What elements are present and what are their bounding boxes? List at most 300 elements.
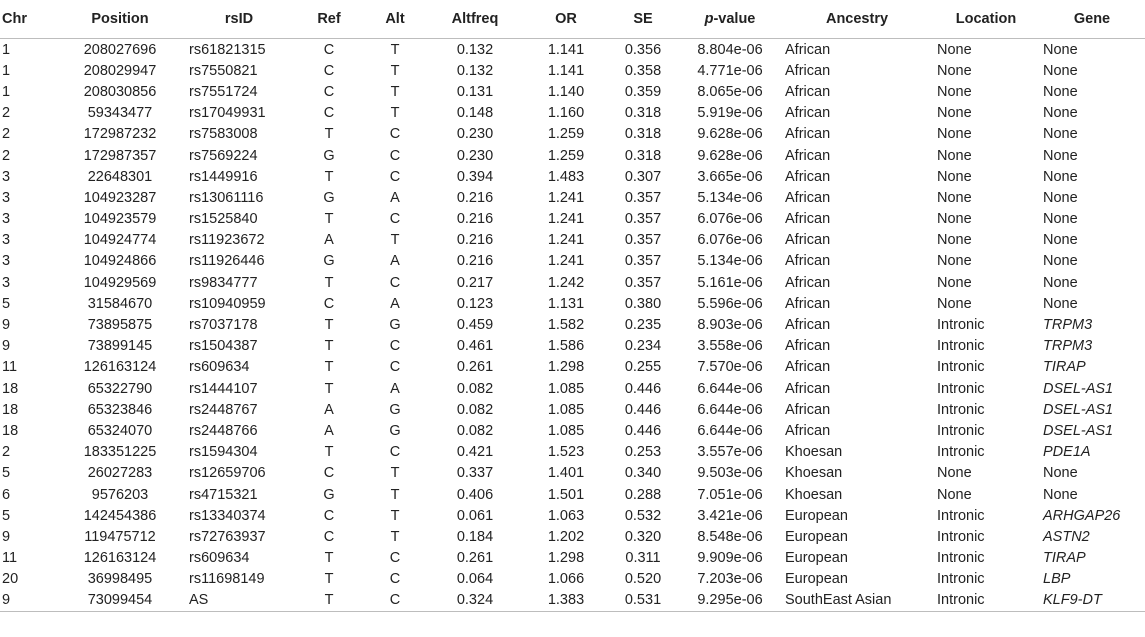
header-position: Position bbox=[55, 0, 185, 39]
table-row bbox=[0, 505, 1145, 526]
cell-se: 0.234 bbox=[624, 338, 662, 355]
cell-alt: C bbox=[389, 571, 401, 588]
cell-chr: 11 bbox=[2, 359, 18, 376]
cell-gene: TRPM3 bbox=[1043, 317, 1093, 334]
cell-se: 0.340 bbox=[624, 465, 662, 482]
cell-gene: None bbox=[1043, 105, 1078, 122]
cell-altfreq: 0.421 bbox=[456, 444, 494, 461]
cell-gene: DSEL-AS1 bbox=[1043, 422, 1114, 439]
cell-ancestry: Khoesan bbox=[785, 465, 843, 482]
cell-ref: T bbox=[324, 168, 334, 185]
cell-pvalue: 9.909e-06 bbox=[697, 550, 763, 567]
cell-pvalue: 3.665e-06 bbox=[697, 168, 763, 185]
cell-pvalue: 9.628e-06 bbox=[697, 126, 763, 143]
table-row bbox=[0, 293, 1145, 314]
cell-alt: T bbox=[390, 507, 400, 524]
cell-alt: C bbox=[389, 550, 401, 567]
cell-se: 0.446 bbox=[624, 401, 662, 418]
cell-ancestry: African bbox=[785, 380, 831, 397]
cell-or: 1.085 bbox=[547, 401, 585, 418]
cell-alt: T bbox=[390, 465, 400, 482]
cell-position: 104923579 bbox=[83, 211, 157, 228]
cell-position: 73899145 bbox=[87, 338, 153, 355]
cell-position: 183351225 bbox=[83, 444, 157, 461]
table-row bbox=[0, 590, 1145, 612]
header-se: SE bbox=[607, 0, 679, 39]
cell-pvalue: 6.644e-06 bbox=[697, 422, 763, 439]
cell-position: 65322790 bbox=[87, 380, 153, 397]
cell-rsid: rs2448766 bbox=[189, 422, 258, 439]
cell-pvalue: 5.134e-06 bbox=[697, 189, 763, 206]
cell-ref: G bbox=[323, 486, 335, 503]
cell-se: 0.318 bbox=[624, 147, 662, 164]
table-row bbox=[0, 39, 1145, 61]
cell-rsid: rs7551724 bbox=[189, 83, 258, 100]
cell-chr: 11 bbox=[2, 550, 18, 567]
cell-rsid: rs11926446 bbox=[189, 253, 265, 270]
cell-position: 104924866 bbox=[83, 253, 157, 270]
cell-position: 9576203 bbox=[91, 486, 149, 503]
cell-chr: 2 bbox=[2, 126, 11, 143]
cell-ref: G bbox=[323, 253, 335, 270]
cell-or: 1.160 bbox=[547, 105, 585, 122]
cell-gene: TIRAP bbox=[1043, 359, 1086, 376]
cell-alt: G bbox=[389, 401, 401, 418]
cell-chr: 1 bbox=[2, 41, 11, 58]
table-row bbox=[0, 463, 1145, 484]
cell-altfreq: 0.216 bbox=[456, 253, 494, 270]
cell-rsid: rs17049931 bbox=[189, 105, 266, 122]
cell-pvalue: 5.919e-06 bbox=[697, 105, 763, 122]
cell-alt: C bbox=[389, 147, 401, 164]
cell-rsid: rs609634 bbox=[189, 359, 250, 376]
cell-gene: None bbox=[1043, 189, 1078, 206]
cell-position: 36998495 bbox=[87, 571, 153, 588]
cell-location: Intronic bbox=[937, 571, 985, 588]
cell-pvalue: 8.548e-06 bbox=[697, 528, 763, 545]
cell-altfreq: 0.082 bbox=[456, 401, 494, 418]
cell-position: 104924774 bbox=[83, 232, 157, 249]
cell-pvalue: 4.771e-06 bbox=[697, 62, 763, 79]
cell-ancestry: African bbox=[785, 211, 831, 228]
cell-location: None bbox=[937, 126, 972, 143]
cell-chr: 9 bbox=[0, 590, 55, 612]
cell-pvalue: 5.161e-06 bbox=[697, 274, 763, 291]
cell-se: 0.359 bbox=[624, 83, 662, 100]
cell-location: Intronic bbox=[937, 359, 985, 376]
cell-altfreq: 0.148 bbox=[456, 105, 494, 122]
cell-rsid: rs2448767 bbox=[189, 401, 258, 418]
cell-ancestry: European bbox=[785, 550, 848, 567]
cell-alt: C bbox=[389, 211, 401, 228]
table-row bbox=[0, 526, 1145, 547]
cell-or: 1.259 bbox=[547, 147, 585, 164]
header-pvalue-suffix: -value bbox=[713, 11, 756, 27]
cell-or: 1.298 bbox=[547, 550, 585, 567]
cell-or: 1.298 bbox=[547, 359, 585, 376]
cell-location: None bbox=[937, 147, 972, 164]
cell-pvalue: 6.076e-06 bbox=[697, 211, 763, 228]
header-location: Location bbox=[933, 0, 1039, 39]
header-ref: Ref bbox=[293, 0, 365, 39]
cell-rsid: rs11923672 bbox=[189, 232, 265, 249]
cell-alt: A bbox=[390, 189, 400, 206]
cell-se: 0.288 bbox=[624, 486, 662, 503]
cell-position: 172987232 bbox=[83, 126, 157, 143]
table-row bbox=[0, 209, 1145, 230]
cell-chr: 18 bbox=[2, 401, 19, 418]
cell-rsid: rs1504387 bbox=[189, 338, 258, 355]
cell-ref: T bbox=[324, 444, 334, 461]
cell-chr: 5 bbox=[2, 465, 11, 482]
cell-alt: C bbox=[389, 359, 401, 376]
cell-rsid: rs1444107 bbox=[189, 380, 258, 397]
cell-location: None bbox=[937, 62, 972, 79]
cell-ref: C bbox=[323, 41, 335, 58]
cell-ancestry: European bbox=[785, 507, 848, 524]
cell-rsid: rs7583008 bbox=[189, 126, 258, 143]
cell-se: 0.357 bbox=[624, 232, 662, 249]
cell-position: 208029947 bbox=[83, 62, 157, 79]
cell-position: 119475712 bbox=[84, 528, 156, 545]
cell-alt: C bbox=[365, 590, 425, 612]
cell-gene: None bbox=[1043, 147, 1078, 164]
table-row bbox=[0, 569, 1145, 590]
cell-position: 65324070 bbox=[87, 422, 153, 439]
cell-gene: None bbox=[1043, 486, 1078, 503]
cell-se: 0.357 bbox=[624, 253, 662, 270]
cell-chr: 3 bbox=[2, 274, 11, 291]
cell-alt: T bbox=[390, 486, 400, 503]
cell-rsid: rs7037178 bbox=[189, 317, 258, 334]
cell-ancestry: European bbox=[785, 528, 848, 545]
cell-ancestry: African bbox=[785, 147, 831, 164]
cell-location: None bbox=[937, 168, 972, 185]
cell-position: 65323846 bbox=[87, 401, 153, 418]
cell-ref: T bbox=[324, 571, 334, 588]
cell-gene: DSEL-AS1 bbox=[1043, 401, 1114, 418]
table-row bbox=[0, 166, 1145, 187]
cell-or: 1.483 bbox=[547, 168, 585, 185]
cell-gene: None bbox=[1043, 253, 1078, 270]
cell-or: 1.066 bbox=[547, 571, 585, 588]
table-row bbox=[0, 187, 1145, 208]
cell-pvalue: 9.628e-06 bbox=[697, 147, 763, 164]
cell-rsid: rs10940959 bbox=[189, 295, 266, 312]
cell-altfreq: 0.216 bbox=[456, 189, 494, 206]
table-row bbox=[0, 251, 1145, 272]
cell-location: None bbox=[937, 232, 972, 249]
cell-ref: T bbox=[324, 380, 334, 397]
cell-location: None bbox=[937, 486, 972, 503]
table-body bbox=[0, 39, 1145, 612]
cell-or: 1.241 bbox=[547, 189, 585, 206]
cell-alt: T bbox=[390, 528, 400, 545]
table-row bbox=[0, 81, 1145, 102]
cell-position: 22648301 bbox=[87, 168, 153, 185]
cell-chr: 1 bbox=[2, 62, 11, 79]
cell-gene: TRPM3 bbox=[1043, 338, 1093, 355]
cell-ref: G bbox=[323, 189, 335, 206]
cell-se: 0.357 bbox=[624, 189, 662, 206]
cell-altfreq: 0.082 bbox=[456, 380, 494, 397]
cell-rsid: rs13340374 bbox=[189, 507, 266, 524]
cell-alt: T bbox=[390, 62, 400, 79]
cell-se: 0.357 bbox=[624, 211, 662, 228]
cell-chr: 9 bbox=[2, 528, 11, 545]
cell-rsid: rs9834777 bbox=[189, 274, 258, 291]
cell-or: 1.202 bbox=[547, 528, 585, 545]
cell-location: Intronic bbox=[937, 444, 985, 461]
cell-chr: 3 bbox=[2, 168, 11, 185]
cell-position: 126163124 bbox=[83, 550, 157, 567]
cell-alt: T bbox=[390, 105, 400, 122]
cell-location: Intronic bbox=[937, 380, 985, 397]
cell-ref: A bbox=[324, 401, 334, 418]
cell-location: Intronic bbox=[933, 590, 1039, 612]
cell-ancestry: African bbox=[785, 126, 831, 143]
table-row bbox=[0, 230, 1145, 251]
cell-ref: G bbox=[323, 147, 335, 164]
cell-or: 1.141 bbox=[547, 41, 585, 58]
cell-gene: None bbox=[1043, 295, 1078, 312]
cell-ancestry: African bbox=[785, 274, 831, 291]
cell-se: 0.307 bbox=[624, 168, 662, 185]
cell-position: 26027283 bbox=[87, 465, 153, 482]
cell-alt: A bbox=[390, 253, 400, 270]
cell-location: Intronic bbox=[937, 317, 985, 334]
cell-or: 1.241 bbox=[547, 253, 585, 270]
cell-position: 142454386 bbox=[83, 507, 157, 524]
table-row bbox=[0, 145, 1145, 166]
cell-position: 104923287 bbox=[83, 189, 157, 206]
cell-chr: 3 bbox=[2, 232, 11, 249]
cell-altfreq: 0.406 bbox=[456, 486, 494, 503]
cell-gene: PDE1A bbox=[1043, 444, 1091, 461]
cell-ref: T bbox=[324, 126, 334, 143]
cell-se: 0.311 bbox=[625, 550, 661, 567]
cell-altfreq: 0.216 bbox=[456, 211, 494, 228]
header-gene: Gene bbox=[1039, 0, 1145, 39]
cell-or: 1.241 bbox=[547, 211, 585, 228]
cell-chr: 2 bbox=[2, 444, 11, 461]
cell-ancestry: European bbox=[785, 571, 848, 588]
cell-chr: 2 bbox=[2, 105, 11, 122]
cell-gene: None bbox=[1043, 83, 1078, 100]
cell-se: 0.520 bbox=[624, 571, 662, 588]
table-row bbox=[0, 124, 1145, 145]
header-row bbox=[0, 0, 1145, 39]
cell-location: Intronic bbox=[937, 507, 985, 524]
cell-ancestry: African bbox=[785, 295, 831, 312]
cell-se: 0.255 bbox=[624, 359, 662, 376]
cell-ancestry: African bbox=[785, 317, 831, 334]
cell-se: 0.320 bbox=[624, 528, 662, 545]
cell-pvalue: 8.065e-06 bbox=[697, 83, 763, 100]
header-altfreq: Altfreq bbox=[425, 0, 525, 39]
cell-altfreq: 0.461 bbox=[456, 338, 494, 355]
cell-pvalue: 9.295e-06 bbox=[679, 590, 781, 612]
cell-gene: None bbox=[1043, 232, 1078, 249]
cell-ancestry: SouthEast Asian bbox=[781, 590, 933, 612]
cell-pvalue: 3.558e-06 bbox=[697, 338, 763, 355]
cell-chr: 18 bbox=[2, 380, 19, 397]
cell-alt: A bbox=[390, 380, 400, 397]
table-row bbox=[0, 442, 1145, 463]
cell-ancestry: African bbox=[785, 105, 831, 122]
cell-ancestry: African bbox=[785, 338, 831, 355]
cell-rsid: rs7550821 bbox=[189, 62, 258, 79]
cell-pvalue: 9.503e-06 bbox=[697, 465, 763, 482]
cell-position: 104929569 bbox=[83, 274, 157, 291]
cell-pvalue: 8.903e-06 bbox=[697, 317, 763, 334]
cell-rsid: rs11698149 bbox=[189, 571, 265, 588]
cell-gene: DSEL-AS1 bbox=[1043, 380, 1114, 397]
cell-altfreq: 0.230 bbox=[456, 147, 494, 164]
cell-altfreq: 0.459 bbox=[456, 317, 494, 334]
table-row bbox=[0, 399, 1145, 420]
cell-location: None bbox=[937, 41, 972, 58]
cell-location: None bbox=[937, 189, 972, 206]
cell-ref: T bbox=[324, 550, 334, 567]
table-row bbox=[0, 336, 1145, 357]
cell-gene: None bbox=[1043, 62, 1078, 79]
cell-se: 0.356 bbox=[624, 41, 662, 58]
cell-ancestry: African bbox=[785, 232, 831, 249]
cell-alt: G bbox=[389, 422, 401, 439]
cell-chr: 18 bbox=[2, 422, 19, 439]
cell-ancestry: Khoesan bbox=[785, 444, 843, 461]
cell-ref: T bbox=[324, 317, 334, 334]
cell-gene: None bbox=[1043, 211, 1078, 228]
cell-se: 0.318 bbox=[624, 126, 662, 143]
cell-altfreq: 0.217 bbox=[456, 274, 494, 291]
header-pvalue-italic: p bbox=[704, 11, 714, 27]
table-row bbox=[0, 378, 1145, 399]
cell-ref: T bbox=[324, 338, 334, 355]
table-row bbox=[0, 484, 1145, 505]
cell-se: 0.253 bbox=[624, 444, 662, 461]
cell-ancestry: African bbox=[785, 189, 831, 206]
cell-location: Intronic bbox=[937, 528, 985, 545]
cell-rsid: rs13061116 bbox=[189, 189, 264, 206]
cell-ancestry: African bbox=[785, 83, 831, 100]
cell-location: Intronic bbox=[937, 338, 985, 355]
cell-ref: A bbox=[324, 232, 334, 249]
cell-position: 31584670 bbox=[87, 295, 153, 312]
cell-altfreq: 0.082 bbox=[456, 422, 494, 439]
cell-pvalue: 6.644e-06 bbox=[697, 380, 763, 397]
cell-or: 1.085 bbox=[547, 422, 585, 439]
cell-se: 0.531 bbox=[607, 590, 679, 612]
cell-rsid: rs1594304 bbox=[189, 444, 258, 461]
cell-gene: None bbox=[1043, 465, 1078, 482]
cell-location: None bbox=[937, 83, 972, 100]
cell-se: 0.446 bbox=[624, 422, 662, 439]
cell-rsid: rs12659706 bbox=[189, 465, 266, 482]
cell-alt: C bbox=[389, 338, 401, 355]
cell-pvalue: 3.557e-06 bbox=[697, 444, 763, 461]
cell-position: 208027696 bbox=[83, 41, 157, 58]
cell-pvalue: 6.076e-06 bbox=[697, 232, 763, 249]
cell-ancestry: African bbox=[785, 41, 831, 58]
cell-gene: None bbox=[1043, 274, 1078, 291]
cell-ancestry: African bbox=[785, 422, 831, 439]
cell-rsid: rs7569224 bbox=[189, 147, 258, 164]
cell-chr: 2 bbox=[2, 147, 11, 164]
cell-or: 1.242 bbox=[547, 274, 585, 291]
cell-se: 0.318 bbox=[624, 105, 662, 122]
cell-or: 1.582 bbox=[547, 317, 585, 334]
cell-se: 0.358 bbox=[624, 62, 662, 79]
cell-location: None bbox=[937, 105, 972, 122]
cell-alt: G bbox=[389, 317, 401, 334]
cell-rsid: rs61821315 bbox=[189, 41, 266, 58]
cell-alt: T bbox=[390, 41, 400, 58]
cell-location: None bbox=[937, 253, 972, 270]
cell-ref: C bbox=[323, 465, 335, 482]
cell-chr: 5 bbox=[2, 507, 11, 524]
cell-altfreq: 0.184 bbox=[456, 528, 494, 545]
cell-ref: T bbox=[324, 211, 334, 228]
cell-ref: T bbox=[324, 274, 334, 291]
cell-ref: A bbox=[324, 422, 334, 439]
cell-chr: 3 bbox=[2, 253, 11, 270]
cell-gene: KLF9-DT bbox=[1039, 590, 1145, 612]
cell-ref: T bbox=[293, 590, 365, 612]
cell-ref: C bbox=[323, 507, 335, 524]
cell-ancestry: African bbox=[785, 168, 831, 185]
cell-altfreq: 0.131 bbox=[456, 83, 494, 100]
cell-gene: ASTN2 bbox=[1043, 528, 1090, 545]
cell-position: 172987357 bbox=[83, 147, 157, 164]
cell-pvalue: 7.051e-06 bbox=[697, 486, 763, 503]
header-alt: Alt bbox=[365, 0, 425, 39]
cell-or: 1.401 bbox=[547, 465, 585, 482]
cell-pvalue: 5.134e-06 bbox=[697, 253, 763, 270]
cell-rsid: rs609634 bbox=[189, 550, 250, 567]
cell-chr: 5 bbox=[2, 295, 11, 312]
cell-chr: 20 bbox=[2, 571, 19, 588]
cell-gene: None bbox=[1043, 41, 1078, 58]
cell-altfreq: 0.261 bbox=[456, 550, 494, 567]
header-chr: Chr bbox=[0, 0, 55, 39]
cell-rsid: rs1525840 bbox=[189, 211, 258, 228]
cell-position: 73895875 bbox=[87, 317, 153, 334]
cell-position: 73099454 bbox=[55, 590, 185, 612]
cell-ref: C bbox=[323, 62, 335, 79]
cell-ancestry: Khoesan bbox=[785, 486, 843, 503]
cell-ref: T bbox=[324, 359, 334, 376]
cell-altfreq: 0.064 bbox=[456, 571, 494, 588]
cell-gene: TIRAP bbox=[1043, 550, 1086, 567]
cell-location: None bbox=[937, 295, 972, 312]
table-row bbox=[0, 272, 1145, 293]
cell-ancestry: African bbox=[785, 401, 831, 418]
cell-rsid: AS bbox=[185, 590, 293, 612]
cell-or: 1.501 bbox=[547, 486, 585, 503]
cell-ancestry: African bbox=[785, 62, 831, 79]
cell-pvalue: 7.570e-06 bbox=[697, 359, 763, 376]
cell-chr: 9 bbox=[2, 338, 11, 355]
cell-alt: C bbox=[389, 444, 401, 461]
cell-location: None bbox=[937, 274, 972, 291]
cell-altfreq: 0.132 bbox=[456, 41, 494, 58]
cell-altfreq: 0.061 bbox=[456, 507, 494, 524]
cell-pvalue: 8.804e-06 bbox=[697, 41, 763, 58]
cell-se: 0.235 bbox=[624, 317, 662, 334]
table-row bbox=[0, 357, 1145, 378]
